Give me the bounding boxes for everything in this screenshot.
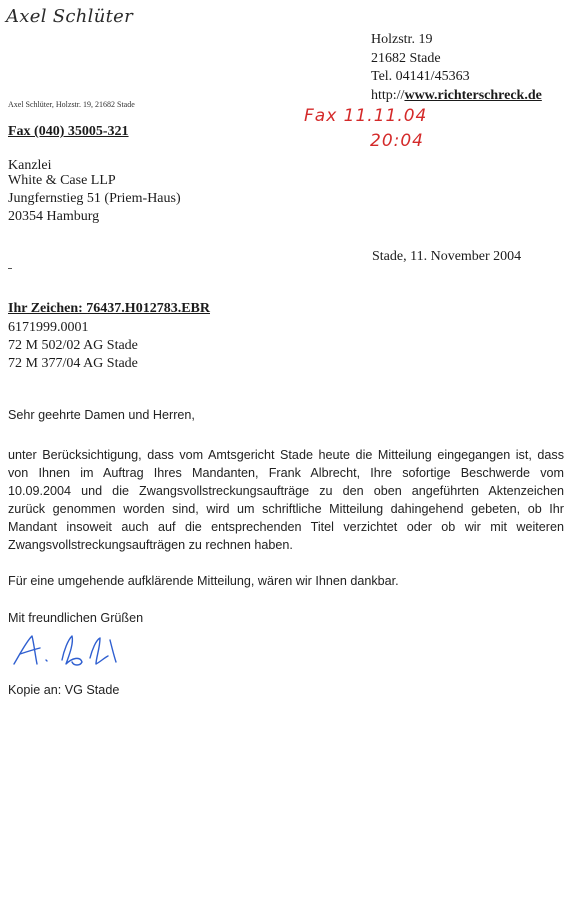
- body-line: Mandant insoweit auch auf die entsprechenden Titel verzichtet oder ob wir mit weiteren: [8, 520, 564, 534]
- recipient-line-4: 20354 Hamburg: [8, 209, 100, 224]
- url-prefix: http://: [371, 88, 405, 103]
- handwritten-fax-note: Fax 11.11.04: [304, 106, 428, 126]
- closing-request: Für eine umgehende aufklärende Mitteilung, wären wir Ihnen dankbar.: [8, 574, 399, 588]
- copy-recipient: Kopie an: VG Stade: [8, 683, 120, 697]
- body-line: Zwangsvollstreckungsaufträgen zu rechnen haben.: [8, 538, 293, 552]
- greeting: Mit freundlichen Grüßen: [8, 611, 144, 625]
- recipient-line-1: Kanzlei: [8, 158, 52, 173]
- reference-line-1: 6171999.0001: [8, 320, 89, 335]
- letterhead-phone: Tel. 04141/45363: [371, 69, 470, 84]
- recipient-line-2: White & Case LLP: [8, 173, 116, 188]
- recipient-line-3: Jungfernstieg 51 (Priem-Haus): [8, 191, 181, 206]
- reference-line-2: 72 M 502/02 AG Stade: [8, 338, 138, 353]
- handwritten-signature: [10, 630, 130, 674]
- letterhead-name: Axel Schlüter: [6, 6, 134, 27]
- body-line: 10.09.2004 und die Zwangsvollstreckungsaufträge zu den oben angeführten Aktenzeichen: [8, 484, 564, 498]
- body-paragraph: [8, 446, 564, 554]
- reference-line-3: 72 M 377/04 AG Stade: [8, 356, 138, 371]
- letterhead-city: 21682 Stade: [371, 51, 441, 66]
- sender-return-line: Axel Schlüter, Holzstr. 19, 21682 Stade: [8, 100, 135, 109]
- fax-number: Fax (040) 35005-321: [8, 124, 129, 139]
- letterhead-url[interactable]: [371, 87, 542, 104]
- letterhead-street: Holzstr. 19: [371, 32, 433, 47]
- salutation: Sehr geehrte Damen und Herren,: [8, 408, 195, 422]
- body-line: unter Berücksichtigung, dass vom Amtsgericht Stade heute die Mitteilung eingegangen ist, dass: [8, 448, 564, 462]
- reference-heading: Ihr Zeichen: 76437.H012783.EBR: [8, 301, 210, 316]
- body-line: zurück genommen worden sind, wird um schriftliche Mitteilung dahingehend gebeten, ob Ihr: [8, 502, 564, 516]
- fold-mark: [8, 268, 12, 269]
- url-domain-link[interactable]: www.richterschreck.de: [404, 88, 542, 103]
- body-line: von Ihnen im Auftrag Ihres Mandanten, Frank Albrecht, Ihre sofortige Beschwerde vom: [8, 466, 564, 480]
- place-date: Stade, 11. November 2004: [372, 249, 522, 264]
- handwritten-fax-time: 20:04: [370, 131, 424, 151]
